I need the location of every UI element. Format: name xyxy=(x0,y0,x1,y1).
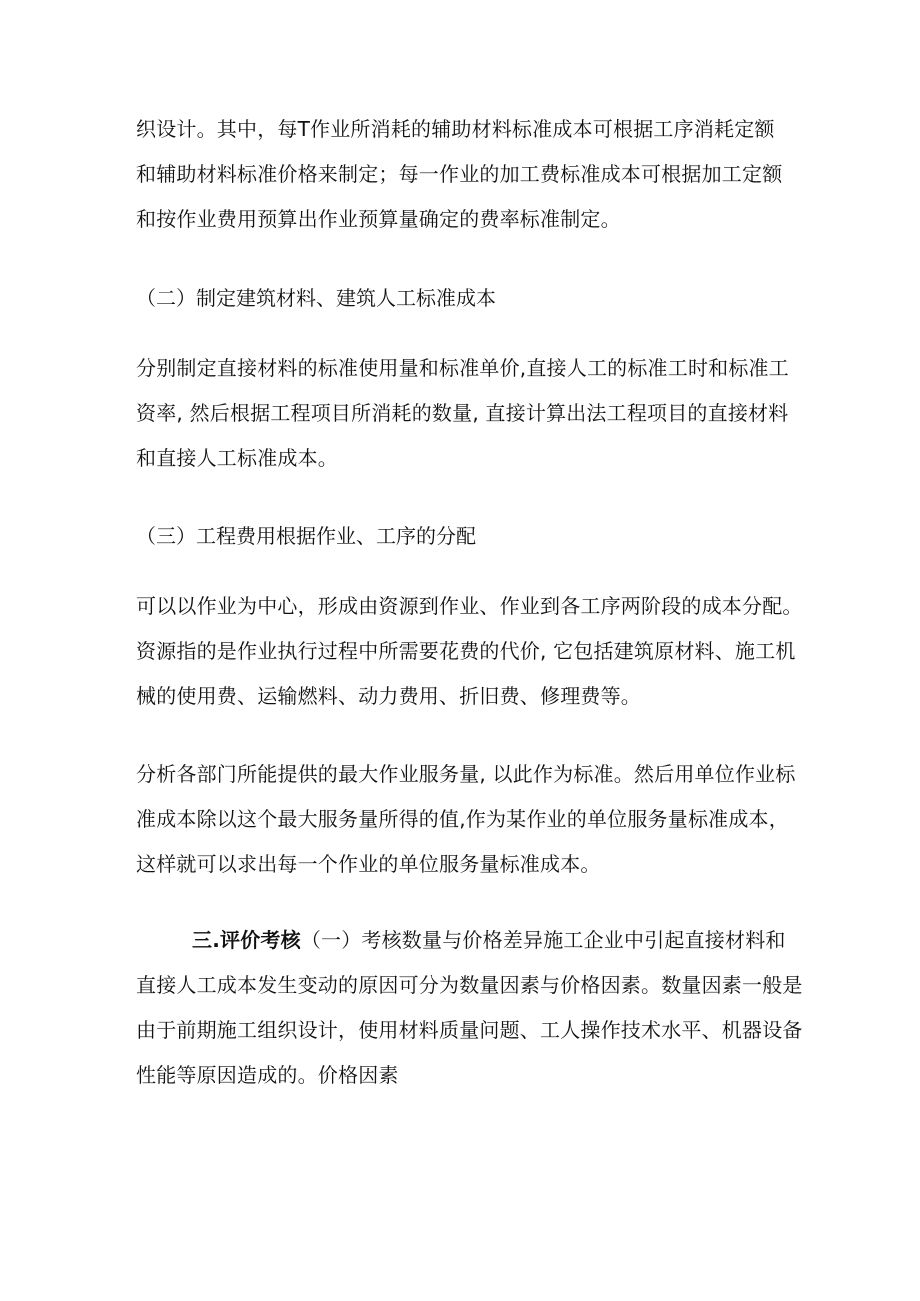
text-line: 由于前期施工组织设计，使用材料质量问题、工人操作技术水平、机器设备 xyxy=(136,1018,803,1042)
paragraph-service-capacity xyxy=(136,752,796,887)
text-line: 可以以作业为中心，形成由资源到作业、作业到各工序两阶段的成本分配。 xyxy=(136,594,803,618)
text-line: 准成本除以这个最大服务量所得的值,作为某作业的单位服务量标准成本， xyxy=(136,807,789,831)
text-line: 织设计。其中，每T作业所消耗的辅助材料标准成本可根据工序消耗定额 xyxy=(136,117,775,141)
section-heading-2: （二）制定建筑材料、建筑人工标准成本 xyxy=(136,286,496,310)
paragraph-activity-standard-cost xyxy=(136,107,796,242)
text-line: 和直接人工标准成本。 xyxy=(136,446,338,470)
paragraph-evaluation xyxy=(136,918,803,1098)
text-line: 资率, 然后根据工程项目所消耗的数量, 直接计算出法工程项目的直接材料 xyxy=(136,401,789,425)
text-line: 这样就可以求出每一个作业的单位服务量标准成本。 xyxy=(136,852,601,876)
text-line: 械的使用费、运输燃料、动力费用、折旧费、修理费等。 xyxy=(136,684,641,708)
text-line: 性能等原因造成的。价格因素 xyxy=(136,1063,399,1087)
paragraph-material-labor-standard xyxy=(136,346,796,481)
text-line: 资源指的是作业执行过程中所需要花费的代价, 它包括建筑原材料、施工机 xyxy=(136,639,796,663)
section-heading-evaluation: 三.评价考核 xyxy=(192,928,301,952)
paragraph-cost-allocation xyxy=(136,584,803,719)
text-line: 分析各部门所能提供的最大作业服务量, 以此作为标准。然后用单位作业标 xyxy=(136,762,796,786)
text-line: 分别制定直接材料的标准使用量和标准单价,直接人工的标准工时和标准工 xyxy=(136,356,789,380)
text-line xyxy=(136,918,796,963)
section-heading-3: （三）工程费用根据作业、工序的分配 xyxy=(136,524,476,548)
text-line: 和按作业费用预算出作业预算量确定的费率标准制定。 xyxy=(136,207,621,231)
text-line: 直接人工成本发生变动的原因可分为数量因素与价格因素。数量因素一般是 xyxy=(136,973,803,997)
text-run: （一）考核数量与价格差异施工企业中引起直接材料和 xyxy=(300,928,786,952)
text-line: 和辅助材料标准价格来制定；每一作业的加工费标准成本可根据加工定额 xyxy=(136,162,783,186)
